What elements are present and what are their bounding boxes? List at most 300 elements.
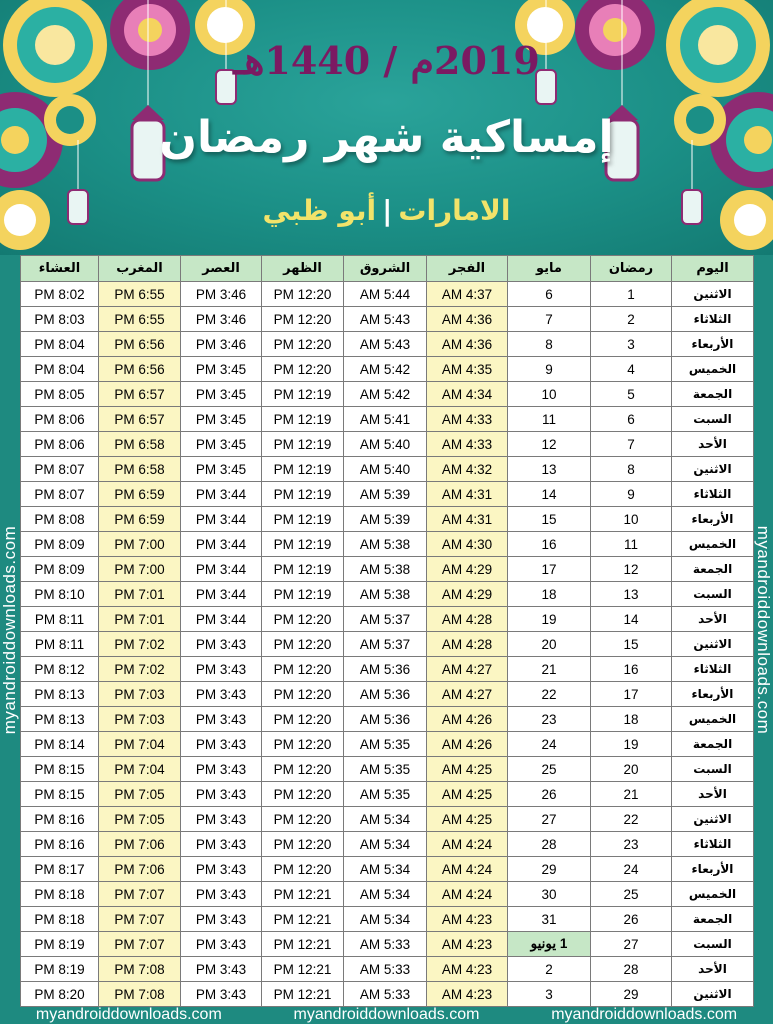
fajr-time-cell: 4:26 AM <box>427 707 508 732</box>
dhuhr-time-cell: 12:19 PM <box>262 457 344 482</box>
isha-time-cell: 8:07 PM <box>21 482 99 507</box>
maghrib-time-cell: 6:59 PM <box>99 482 181 507</box>
column-header-isha: العشاء <box>21 256 99 282</box>
fajr-time-cell: 4:28 AM <box>427 632 508 657</box>
header-banner <box>0 0 773 255</box>
sunrise-time-cell: 5:44 AM <box>344 282 427 307</box>
footer-watermark <box>0 1006 773 1024</box>
table-row <box>21 957 754 982</box>
ramadan-day-cell: 8 <box>591 457 672 482</box>
gregorian-date-cell: 25 <box>508 757 591 782</box>
dhuhr-time-cell: 12:20 PM <box>262 707 344 732</box>
table-row <box>21 307 754 332</box>
asr-time-cell: 3:43 PM <box>181 957 262 982</box>
gregorian-date-cell: 26 <box>508 782 591 807</box>
day-cell: الأحد <box>672 432 754 457</box>
ramadan-day-cell: 3 <box>591 332 672 357</box>
dhuhr-time-cell: 12:20 PM <box>262 657 344 682</box>
city-name: أبو ظبي <box>262 194 377 227</box>
fajr-time-cell: 4:32 AM <box>427 457 508 482</box>
dhuhr-time-cell: 12:20 PM <box>262 732 344 757</box>
day-cell: الأربعاء <box>672 332 754 357</box>
day-cell: الاثنين <box>672 632 754 657</box>
fajr-time-cell: 4:24 AM <box>427 857 508 882</box>
fajr-time-cell: 4:33 AM <box>427 432 508 457</box>
ramadan-day-cell: 7 <box>591 432 672 457</box>
day-cell: الثلاثاء <box>672 657 754 682</box>
gregorian-date-cell: 20 <box>508 632 591 657</box>
table-row <box>21 982 754 1007</box>
fajr-time-cell: 4:37 AM <box>427 282 508 307</box>
table-row <box>21 932 754 957</box>
sunrise-time-cell: 5:40 AM <box>344 457 427 482</box>
isha-time-cell: 8:13 PM <box>21 682 99 707</box>
footer-watermark-text: myandroiddownloads.com <box>551 1006 738 1023</box>
gregorian-date-cell: 12 <box>508 432 591 457</box>
ramadan-day-cell: 21 <box>591 782 672 807</box>
table-row <box>21 382 754 407</box>
gregorian-date-cell: 21 <box>508 657 591 682</box>
isha-time-cell: 8:10 PM <box>21 582 99 607</box>
asr-time-cell: 3:46 PM <box>181 307 262 332</box>
sunrise-time-cell: 5:34 AM <box>344 832 427 857</box>
dhuhr-time-cell: 12:19 PM <box>262 582 344 607</box>
isha-time-cell: 8:09 PM <box>21 532 99 557</box>
asr-time-cell: 3:44 PM <box>181 507 262 532</box>
sunrise-time-cell: 5:34 AM <box>344 807 427 832</box>
asr-time-cell: 3:43 PM <box>181 757 262 782</box>
isha-time-cell: 8:11 PM <box>21 632 99 657</box>
table-row <box>21 432 754 457</box>
dhuhr-time-cell: 12:21 PM <box>262 932 344 957</box>
gregorian-date-cell: 28 <box>508 832 591 857</box>
sunrise-time-cell: 5:35 AM <box>344 757 427 782</box>
fajr-time-cell: 4:36 AM <box>427 332 508 357</box>
maghrib-time-cell: 6:55 PM <box>99 282 181 307</box>
sunrise-time-cell: 5:34 AM <box>344 907 427 932</box>
fajr-time-cell: 4:27 AM <box>427 682 508 707</box>
table-row <box>21 607 754 632</box>
table-row <box>21 682 754 707</box>
asr-time-cell: 3:44 PM <box>181 607 262 632</box>
isha-time-cell: 8:04 PM <box>21 357 99 382</box>
sunrise-time-cell: 5:34 AM <box>344 882 427 907</box>
sunrise-time-cell: 5:42 AM <box>344 357 427 382</box>
maghrib-time-cell: 6:59 PM <box>99 507 181 532</box>
isha-time-cell: 8:14 PM <box>21 732 99 757</box>
asr-time-cell: 3:43 PM <box>181 732 262 757</box>
asr-time-cell: 3:45 PM <box>181 432 262 457</box>
ramadan-day-cell: 5 <box>591 382 672 407</box>
table-row <box>21 657 754 682</box>
location-separator: | <box>382 194 393 227</box>
sunrise-time-cell: 5:35 AM <box>344 732 427 757</box>
dhuhr-time-cell: 12:20 PM <box>262 782 344 807</box>
day-cell: الثلاثاء <box>672 307 754 332</box>
column-header-may: مايو <box>508 256 591 282</box>
side-watermark-right <box>753 255 773 1006</box>
sunrise-time-cell: 5:39 AM <box>344 482 427 507</box>
day-cell: الجمعة <box>672 732 754 757</box>
ramadan-day-cell: 28 <box>591 957 672 982</box>
ramadan-day-cell: 27 <box>591 932 672 957</box>
maghrib-time-cell: 7:06 PM <box>99 857 181 882</box>
table-row <box>21 782 754 807</box>
table-row <box>21 832 754 857</box>
dhuhr-time-cell: 12:20 PM <box>262 357 344 382</box>
fajr-time-cell: 4:31 AM <box>427 507 508 532</box>
sunrise-time-cell: 5:39 AM <box>344 507 427 532</box>
footer-watermark-text: myandroiddownloads.com <box>35 1006 222 1023</box>
asr-time-cell: 3:44 PM <box>181 557 262 582</box>
maghrib-time-cell: 6:55 PM <box>99 307 181 332</box>
table-row <box>21 332 754 357</box>
table-row <box>21 757 754 782</box>
isha-time-cell: 8:12 PM <box>21 657 99 682</box>
day-cell: الأحد <box>672 782 754 807</box>
isha-time-cell: 8:18 PM <box>21 907 99 932</box>
asr-time-cell: 3:45 PM <box>181 382 262 407</box>
maghrib-time-cell: 7:05 PM <box>99 782 181 807</box>
maghrib-time-cell: 7:06 PM <box>99 832 181 857</box>
gregorian-date-cell: 19 <box>508 607 591 632</box>
day-cell: الاثنين <box>672 282 754 307</box>
asr-time-cell: 3:46 PM <box>181 332 262 357</box>
dhuhr-time-cell: 12:21 PM <box>262 882 344 907</box>
gregorian-date-cell: 17 <box>508 557 591 582</box>
table-row <box>21 882 754 907</box>
maghrib-time-cell: 7:05 PM <box>99 807 181 832</box>
dhuhr-time-cell: 12:21 PM <box>262 957 344 982</box>
table-body <box>21 282 754 1007</box>
gregorian-date-cell: 22 <box>508 682 591 707</box>
ramadan-day-cell: 2 <box>591 307 672 332</box>
sunrise-time-cell: 5:37 AM <box>344 607 427 632</box>
table-row <box>21 907 754 932</box>
day-cell: الخميس <box>672 357 754 382</box>
dhuhr-time-cell: 12:19 PM <box>262 382 344 407</box>
isha-time-cell: 8:05 PM <box>21 382 99 407</box>
fajr-time-cell: 4:23 AM <box>427 957 508 982</box>
sunrise-time-cell: 5:38 AM <box>344 582 427 607</box>
maghrib-time-cell: 7:02 PM <box>99 657 181 682</box>
gregorian-date-cell: 27 <box>508 807 591 832</box>
asr-time-cell: 3:45 PM <box>181 457 262 482</box>
table-row <box>21 507 754 532</box>
maghrib-time-cell: 7:08 PM <box>99 957 181 982</box>
country-name: الامارات <box>398 194 511 227</box>
dhuhr-time-cell: 12:21 PM <box>262 982 344 1007</box>
fajr-time-cell: 4:25 AM <box>427 807 508 832</box>
footer-watermark-text: myandroiddownloads.com <box>293 1006 480 1023</box>
column-header-maghrib: المغرب <box>99 256 181 282</box>
dhuhr-time-cell: 12:20 PM <box>262 832 344 857</box>
gregorian-date-cell: 10 <box>508 382 591 407</box>
asr-time-cell: 3:45 PM <box>181 357 262 382</box>
year-heading: 2019م / 1440هـ <box>233 38 540 83</box>
sunrise-time-cell: 5:38 AM <box>344 557 427 582</box>
maghrib-time-cell: 7:08 PM <box>99 982 181 1007</box>
asr-time-cell: 3:44 PM <box>181 482 262 507</box>
location-heading <box>0 194 773 227</box>
isha-time-cell: 8:19 PM <box>21 932 99 957</box>
table-header-row <box>21 256 754 282</box>
dhuhr-time-cell: 12:19 PM <box>262 407 344 432</box>
asr-time-cell: 3:45 PM <box>181 407 262 432</box>
gregorian-date-cell: 29 <box>508 857 591 882</box>
maghrib-time-cell: 6:57 PM <box>99 382 181 407</box>
maghrib-time-cell: 7:07 PM <box>99 932 181 957</box>
dhuhr-time-cell: 12:19 PM <box>262 507 344 532</box>
dhuhr-time-cell: 12:20 PM <box>262 807 344 832</box>
table-row <box>21 732 754 757</box>
maghrib-time-cell: 7:00 PM <box>99 557 181 582</box>
table-row <box>21 557 754 582</box>
gregorian-date-cell: 7 <box>508 307 591 332</box>
fajr-time-cell: 4:31 AM <box>427 482 508 507</box>
dhuhr-time-cell: 12:20 PM <box>262 632 344 657</box>
gregorian-date-cell: 2 <box>508 957 591 982</box>
dhuhr-time-cell: 12:19 PM <box>262 432 344 457</box>
sunrise-time-cell: 5:34 AM <box>344 857 427 882</box>
ramadan-day-cell: 29 <box>591 982 672 1007</box>
ramadan-day-cell: 18 <box>591 707 672 732</box>
asr-time-cell: 3:43 PM <box>181 932 262 957</box>
fajr-time-cell: 4:24 AM <box>427 882 508 907</box>
ramadan-day-cell: 23 <box>591 832 672 857</box>
sunrise-time-cell: 5:36 AM <box>344 682 427 707</box>
day-cell: الأربعاء <box>672 507 754 532</box>
column-header-ramadan: رمضان <box>591 256 672 282</box>
asr-time-cell: 3:43 PM <box>181 707 262 732</box>
isha-time-cell: 8:11 PM <box>21 607 99 632</box>
table-row <box>21 857 754 882</box>
fajr-time-cell: 4:36 AM <box>427 307 508 332</box>
gregorian-date-cell: 23 <box>508 707 591 732</box>
fajr-time-cell: 4:27 AM <box>427 657 508 682</box>
fajr-time-cell: 4:25 AM <box>427 757 508 782</box>
watermark-text: myandroiddownloads.com <box>0 525 19 735</box>
isha-time-cell: 8:18 PM <box>21 882 99 907</box>
maghrib-time-cell: 7:04 PM <box>99 732 181 757</box>
ramadan-day-cell: 16 <box>591 657 672 682</box>
isha-time-cell: 8:15 PM <box>21 782 99 807</box>
page-title: إمساكية شهر رمضان <box>159 112 614 163</box>
sunrise-time-cell: 5:38 AM <box>344 532 427 557</box>
ramadan-day-cell: 19 <box>591 732 672 757</box>
gregorian-date-cell: 16 <box>508 532 591 557</box>
isha-time-cell: 8:09 PM <box>21 557 99 582</box>
sunrise-time-cell: 5:42 AM <box>344 382 427 407</box>
ramadan-day-cell: 22 <box>591 807 672 832</box>
day-cell: الأربعاء <box>672 857 754 882</box>
day-cell: الأحد <box>672 607 754 632</box>
gregorian-date-cell: 3 <box>508 982 591 1007</box>
sunrise-time-cell: 5:33 AM <box>344 982 427 1007</box>
table-row <box>21 282 754 307</box>
gregorian-date-cell: 18 <box>508 582 591 607</box>
sunrise-time-cell: 5:43 AM <box>344 332 427 357</box>
day-cell: الاثنين <box>672 807 754 832</box>
asr-time-cell: 3:43 PM <box>181 882 262 907</box>
dhuhr-time-cell: 12:19 PM <box>262 557 344 582</box>
fajr-time-cell: 4:29 AM <box>427 557 508 582</box>
gregorian-date-cell: 9 <box>508 357 591 382</box>
sunrise-time-cell: 5:43 AM <box>344 307 427 332</box>
gregorian-date-cell: 14 <box>508 482 591 507</box>
maghrib-time-cell: 6:57 PM <box>99 407 181 432</box>
day-cell: السبت <box>672 932 754 957</box>
day-cell: الجمعة <box>672 382 754 407</box>
maghrib-time-cell: 7:07 PM <box>99 907 181 932</box>
fajr-time-cell: 4:30 AM <box>427 532 508 557</box>
day-cell: الخميس <box>672 532 754 557</box>
maghrib-time-cell: 7:03 PM <box>99 707 181 732</box>
ramadan-day-cell: 26 <box>591 907 672 932</box>
maghrib-time-cell: 7:01 PM <box>99 607 181 632</box>
dhuhr-time-cell: 12:20 PM <box>262 682 344 707</box>
fajr-time-cell: 4:24 AM <box>427 832 508 857</box>
dhuhr-time-cell: 12:20 PM <box>262 607 344 632</box>
column-header-day: اليوم <box>672 256 754 282</box>
prayer-times-table <box>20 255 753 1006</box>
maghrib-time-cell: 7:03 PM <box>99 682 181 707</box>
dhuhr-time-cell: 12:21 PM <box>262 907 344 932</box>
asr-time-cell: 3:44 PM <box>181 532 262 557</box>
isha-time-cell: 8:04 PM <box>21 332 99 357</box>
day-cell: الثلاثاء <box>672 482 754 507</box>
isha-time-cell: 8:07 PM <box>21 457 99 482</box>
table-row <box>21 632 754 657</box>
fajr-time-cell: 4:34 AM <box>427 382 508 407</box>
maghrib-time-cell: 7:00 PM <box>99 532 181 557</box>
isha-time-cell: 8:03 PM <box>21 307 99 332</box>
gregorian-date-cell: 31 <box>508 907 591 932</box>
ramadan-day-cell: 11 <box>591 532 672 557</box>
asr-time-cell: 3:43 PM <box>181 982 262 1007</box>
fajr-time-cell: 4:28 AM <box>427 607 508 632</box>
sunrise-time-cell: 5:33 AM <box>344 932 427 957</box>
fajr-time-cell: 4:35 AM <box>427 357 508 382</box>
dhuhr-time-cell: 12:20 PM <box>262 282 344 307</box>
table-row <box>21 407 754 432</box>
day-cell: الاثنين <box>672 457 754 482</box>
asr-time-cell: 3:43 PM <box>181 657 262 682</box>
day-cell: الثلاثاء <box>672 832 754 857</box>
column-header-fajr: الفجر <box>427 256 508 282</box>
gregorian-date-cell: 1 يونيو <box>508 932 591 957</box>
sunrise-time-cell: 5:36 AM <box>344 707 427 732</box>
day-cell: الاثنين <box>672 982 754 1007</box>
maghrib-time-cell: 7:04 PM <box>99 757 181 782</box>
table-row <box>21 582 754 607</box>
ramadan-day-cell: 1 <box>591 282 672 307</box>
fajr-time-cell: 4:23 AM <box>427 982 508 1007</box>
table-row <box>21 482 754 507</box>
day-cell: الخميس <box>672 707 754 732</box>
asr-time-cell: 3:43 PM <box>181 682 262 707</box>
maghrib-time-cell: 6:58 PM <box>99 432 181 457</box>
maghrib-time-cell: 6:58 PM <box>99 457 181 482</box>
isha-time-cell: 8:06 PM <box>21 432 99 457</box>
sunrise-time-cell: 5:40 AM <box>344 432 427 457</box>
column-header-asr: العصر <box>181 256 262 282</box>
sunrise-time-cell: 5:33 AM <box>344 957 427 982</box>
gregorian-date-cell: 24 <box>508 732 591 757</box>
asr-time-cell: 3:43 PM <box>181 832 262 857</box>
ramadan-day-cell: 15 <box>591 632 672 657</box>
ramadan-day-cell: 10 <box>591 507 672 532</box>
table-row <box>21 357 754 382</box>
ramadan-day-cell: 9 <box>591 482 672 507</box>
dhuhr-time-cell: 12:20 PM <box>262 857 344 882</box>
table-row <box>21 807 754 832</box>
sunrise-time-cell: 5:36 AM <box>344 657 427 682</box>
maghrib-time-cell: 7:01 PM <box>99 582 181 607</box>
isha-time-cell: 8:15 PM <box>21 757 99 782</box>
isha-time-cell: 8:16 PM <box>21 807 99 832</box>
day-cell: الجمعة <box>672 907 754 932</box>
gregorian-date-cell: 13 <box>508 457 591 482</box>
asr-time-cell: 3:43 PM <box>181 857 262 882</box>
isha-time-cell: 8:16 PM <box>21 832 99 857</box>
fajr-time-cell: 4:26 AM <box>427 732 508 757</box>
sunrise-time-cell: 5:35 AM <box>344 782 427 807</box>
ramadan-day-cell: 24 <box>591 857 672 882</box>
isha-time-cell: 8:19 PM <box>21 957 99 982</box>
asr-time-cell: 3:44 PM <box>181 582 262 607</box>
fajr-time-cell: 4:25 AM <box>427 782 508 807</box>
dhuhr-time-cell: 12:20 PM <box>262 332 344 357</box>
day-cell: الأحد <box>672 957 754 982</box>
column-header-dhuhr: الظهر <box>262 256 344 282</box>
isha-time-cell: 8:06 PM <box>21 407 99 432</box>
asr-time-cell: 3:43 PM <box>181 782 262 807</box>
day-cell: الأربعاء <box>672 682 754 707</box>
day-cell: الخميس <box>672 882 754 907</box>
ramadan-day-cell: 6 <box>591 407 672 432</box>
dhuhr-time-cell: 12:19 PM <box>262 532 344 557</box>
day-cell: السبت <box>672 757 754 782</box>
day-cell: السبت <box>672 407 754 432</box>
ramadan-day-cell: 25 <box>591 882 672 907</box>
asr-time-cell: 3:43 PM <box>181 807 262 832</box>
sunrise-time-cell: 5:37 AM <box>344 632 427 657</box>
fajr-time-cell: 4:29 AM <box>427 582 508 607</box>
column-header-sunrise: الشروق <box>344 256 427 282</box>
isha-time-cell: 8:17 PM <box>21 857 99 882</box>
fajr-time-cell: 4:33 AM <box>427 407 508 432</box>
isha-time-cell: 8:08 PM <box>21 507 99 532</box>
gregorian-date-cell: 30 <box>508 882 591 907</box>
ramadan-day-cell: 14 <box>591 607 672 632</box>
day-cell: السبت <box>672 582 754 607</box>
ramadan-day-cell: 17 <box>591 682 672 707</box>
maghrib-time-cell: 7:02 PM <box>99 632 181 657</box>
gregorian-date-cell: 15 <box>508 507 591 532</box>
isha-time-cell: 8:20 PM <box>21 982 99 1007</box>
side-watermark-left <box>0 255 20 1006</box>
table-row <box>21 457 754 482</box>
isha-time-cell: 8:13 PM <box>21 707 99 732</box>
maghrib-time-cell: 6:56 PM <box>99 332 181 357</box>
gregorian-date-cell: 8 <box>508 332 591 357</box>
table-row <box>21 532 754 557</box>
watermark-text: myandroiddownloads.com <box>754 525 773 735</box>
asr-time-cell: 3:46 PM <box>181 282 262 307</box>
isha-time-cell: 8:02 PM <box>21 282 99 307</box>
ramadan-day-cell: 4 <box>591 357 672 382</box>
